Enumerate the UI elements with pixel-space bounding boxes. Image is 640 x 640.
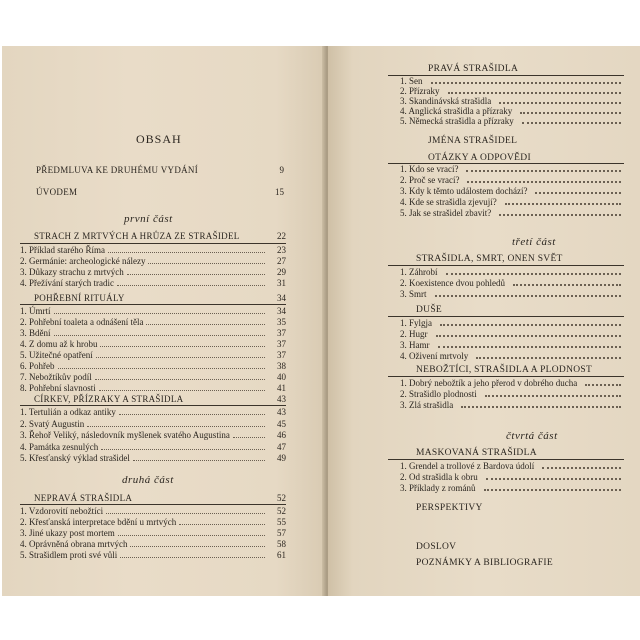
dot-leader (476, 351, 621, 359)
toc-entry-label: 1. Fylgja (400, 318, 433, 328)
divider (388, 316, 624, 317)
part3-sec1-title: STRAŠIDLA, SMRT, ONEN SVĚT (416, 254, 563, 264)
toc-entry-label: 4. Z domu až k hrobu (20, 339, 98, 349)
toc-entry (20, 539, 286, 550)
toc-entry (20, 407, 286, 418)
part4-heading: čtvrtá část (506, 430, 558, 442)
dot-leader (446, 267, 622, 275)
toc-entry-label: 7. Nebožtíkův podíl (20, 372, 92, 382)
divider (388, 376, 624, 377)
toc-entry-label: 3. Zlá strašidla (400, 400, 454, 410)
dot-leader (484, 483, 622, 491)
toc-entry-label: 1. Tertulián a odkaz antiky (20, 407, 116, 417)
toc-entry-page: 47 (277, 441, 286, 452)
dot-leader (440, 318, 621, 326)
prava-title: PRAVÁ STRAŠIDLA (428, 64, 519, 74)
dot-leader (95, 373, 265, 380)
dot-leader (120, 551, 265, 558)
toc-entry-page: 37 (277, 339, 286, 349)
toc-entry-page: 41 (277, 383, 286, 393)
toc-entry (400, 318, 624, 329)
dot-leader (119, 408, 265, 415)
poznamky: POZNÁMKY A BIBLIOGRAFIE (416, 558, 553, 568)
toc-entry-label: 4. Přežívání starých tradic (20, 278, 114, 288)
dot-leader (130, 540, 265, 547)
toc-entry (400, 461, 624, 472)
part3-sec3-title: NEBOŽTÍCI, STRAŠIDLA A PLODNOST (416, 365, 593, 375)
toc-entry-label: 1. Úmrtí (20, 306, 51, 316)
toc-entry-label: 2. Koexistence dvou pohledů (400, 278, 505, 288)
dot-leader (133, 454, 265, 461)
toc-entry-page: 40 (277, 372, 286, 382)
preface-entry: PŘEDMLUVA KE DRUHÉMU VYDÁNÍ 9 (36, 165, 284, 175)
toc-entry-label: 5. Německá strašidla a přízraky (400, 116, 514, 126)
toc-entry (400, 267, 624, 278)
toc-entry-page: 37 (277, 328, 286, 338)
toc-entry-label: 1. Grendel a trollové z Bardova údolí (400, 461, 535, 471)
toc-entry-page: 55 (277, 517, 286, 527)
toc-entry (20, 339, 286, 350)
dot-leader (448, 86, 622, 94)
toc-entry-label: 3. Bdění (20, 328, 51, 338)
dot-leader (499, 96, 621, 104)
toc-entry-label: 2. Svatý Augustin (20, 418, 85, 429)
dot-leader (100, 340, 265, 347)
toc-entry (400, 197, 624, 208)
toc-entry (400, 208, 624, 219)
otazky-title: OTÁZKY A ODPOVĚDI (428, 153, 531, 163)
toc-entry-page: 45 (277, 418, 286, 429)
toc-entry (20, 419, 286, 430)
dot-leader (486, 472, 621, 480)
divider (20, 243, 286, 244)
toc-entry-page: 35 (277, 317, 286, 327)
divider (388, 265, 624, 266)
part2-sec1-title: NEPRAVÁ STRAŠIDLA 52 (34, 493, 286, 503)
toc-entry (400, 400, 624, 411)
dot-leader (505, 197, 621, 205)
part2-heading: druhá část (122, 474, 174, 486)
part3-heading: třetí část (512, 236, 556, 248)
divider (20, 405, 286, 406)
toc-entry (400, 472, 624, 483)
toc-entry (20, 350, 286, 361)
toc-entry-label: 3. Kdy k těmto událostem dochází? (400, 186, 528, 196)
dot-leader (58, 362, 266, 369)
sec3-title: CÍRKEV, PŘÍZRAKY A STRAŠIDLA 43 (34, 394, 286, 404)
toc-entry-label: 4. Oživení mrtvoly (400, 351, 469, 361)
toc-entry-label: 1. Příklad starého Říma (20, 245, 105, 255)
toc-entry (20, 306, 286, 317)
toc-entry-label: 3. Skandinávská strašidla (400, 96, 492, 106)
dot-leader (117, 279, 265, 286)
toc-entry (400, 186, 624, 197)
toc-entry-page: 34 (277, 306, 286, 316)
toc-entry-label: 4. Oprávněná obrana mrtvých (20, 539, 128, 549)
toc-entry-label: 3. Smrt (400, 289, 427, 299)
toc-entry-page: 57 (277, 528, 286, 538)
toc-entry (20, 383, 286, 394)
dot-leader (436, 329, 622, 337)
toc-entry-label: 2. Hugr (400, 329, 428, 339)
toc-entry (400, 116, 624, 127)
toc-entry (20, 430, 286, 441)
toc-entry (400, 164, 624, 175)
toc-entry-label: 3. Příklady z románů (400, 483, 476, 493)
toc-entry (20, 528, 286, 539)
sec1-title: STRACH Z MRTVÝCH A HRŮZA ZE STRAŠIDEL 22 (34, 231, 286, 241)
intro-entry: ÚVODEM 15 (36, 187, 284, 197)
toc-entry (400, 175, 624, 186)
toc-entry-page: 58 (277, 539, 286, 549)
dot-leader (485, 389, 621, 397)
dot-leader (54, 329, 266, 336)
toc-entry-label: 3. Důkazy strachu z mrtvých (20, 267, 124, 277)
left-page (2, 46, 324, 596)
toc-entry (400, 378, 624, 389)
dot-leader (438, 340, 622, 348)
dot-leader (99, 384, 265, 391)
toc-entry-label: 8. Pohřební slavnosti (20, 383, 96, 393)
toc-entry-label: 1. Vzdorovití nebožtíci (20, 506, 104, 516)
dot-leader (461, 400, 621, 408)
toc-entry-label: 1. Kdo se vrací? (400, 164, 459, 174)
toc-entry-page: 31 (277, 278, 286, 288)
dot-leader (127, 268, 265, 275)
toc-entry (400, 278, 624, 289)
divider (20, 504, 286, 505)
toc-entry-label: 4. Kde se strašidla zjevují? (400, 197, 497, 207)
toc-entry-page: 49 (277, 453, 286, 463)
toc-entry-label: 6. Pohřeb (20, 361, 55, 371)
book-spread (2, 46, 640, 596)
doslov: DOSLOV (416, 542, 457, 552)
toc-entry-page: 27 (277, 256, 286, 266)
toc-entry (20, 361, 286, 372)
toc-entry (20, 550, 286, 561)
dot-leader (585, 378, 621, 386)
toc-entry-label: 1. Dobrý nebožtík a jeho přerod v dobrého ducha (400, 378, 578, 388)
toc-entry-page: 29 (277, 267, 286, 277)
toc-entry-page: 46 (277, 430, 286, 440)
right-page (328, 46, 640, 596)
toc-entry-label: 5. Strašidlem proti své vůli (20, 550, 118, 560)
toc-entry (20, 278, 286, 289)
dot-leader (520, 106, 621, 114)
toc-entry (400, 389, 624, 400)
jmena-title: JMÉNA STRAŠIDEL (428, 136, 518, 146)
toc-entry (20, 245, 286, 256)
dot-leader (101, 443, 265, 450)
dot-leader (499, 208, 621, 216)
dot-leader (148, 257, 265, 264)
toc-entry (20, 317, 286, 328)
toc-entry-label: 3. Jiné ukazy post mortem (20, 528, 115, 538)
toc-entry (20, 442, 286, 453)
dot-leader (179, 518, 265, 525)
divider (20, 304, 286, 305)
toc-entry-label: 5. Křesťanský výklad strašidel (20, 453, 130, 463)
toc-entry (20, 372, 286, 383)
toc-entry-page: 43 (277, 407, 286, 417)
dot-leader (542, 461, 621, 469)
dot-leader (467, 175, 621, 183)
dot-leader (466, 164, 621, 172)
dot-leader (118, 529, 265, 536)
toc-entry (20, 506, 286, 517)
part1-heading: první část (124, 213, 173, 225)
toc-entry-page: 37 (277, 350, 286, 360)
dot-leader (513, 278, 621, 286)
toc-entry-label: 1. Záhrobí (400, 267, 438, 277)
toc-entry-label: 4. Památka zesnulých (20, 441, 99, 452)
toc-entry (20, 517, 286, 528)
dot-leader (108, 246, 265, 253)
toc-entry-label: 2. Proč se vrací? (400, 175, 460, 185)
dot-leader (87, 420, 265, 427)
dot-leader (54, 307, 266, 314)
toc-entry-label: 4. Anglická strašidla a přízraky (400, 106, 513, 116)
dot-leader (106, 507, 265, 514)
toc-entry-label: 5. Užitečné opatření (20, 350, 93, 360)
toc-entry (400, 340, 624, 351)
toc-entry (400, 329, 624, 340)
toc-entry-label: 3. Hamr (400, 340, 430, 350)
toc-entry-page: 61 (277, 550, 286, 560)
toc-entry-page: 52 (277, 506, 286, 516)
dot-leader (146, 318, 265, 325)
toc-entry-label: 2. Germánie: archeologické nálezy (20, 256, 146, 266)
toc-entry (400, 483, 624, 494)
toc-entry-label: 2. Od strašidla k obru (400, 472, 478, 482)
toc-entry-label: 2. Strašidlo plodnosti (400, 389, 477, 399)
toc-entry-label: 5. Jak se strašidel zbavit? (400, 208, 492, 218)
toc-entry (20, 256, 286, 267)
divider (388, 459, 624, 460)
toc-entry-label: 2. Pohřební toaleta a odnášení těla (20, 317, 144, 327)
toc-entry-label: 2. Přízraky (400, 86, 440, 96)
dot-leader (233, 431, 265, 438)
toc-entry (20, 328, 286, 339)
toc-entry (20, 267, 286, 278)
toc-entry-page: 38 (277, 361, 286, 371)
toc-entry (400, 351, 624, 362)
sec2-title: POHŘEBNÍ RITUÁLY 34 (34, 293, 286, 303)
dot-leader (522, 116, 621, 124)
toc-entry-label: 3. Řehoř Veliký, následovník myšlenek svatého Augustina (20, 430, 230, 440)
toc-entry (400, 289, 624, 300)
part3-sec2-title: DUŠE (416, 305, 443, 315)
part4-sec1-title: MASKOVANÁ STRAŠIDLA (416, 448, 537, 458)
toc-title: OBSAH (136, 132, 182, 146)
toc-entry-page: 23 (277, 245, 286, 255)
dot-leader (535, 186, 621, 194)
perspektivy: PERSPEKTIVY (416, 503, 483, 513)
toc-entry (20, 453, 286, 464)
toc-entry-label: 2. Křesťanská interpretace bdění u mrtvých (20, 517, 177, 527)
dot-leader (431, 76, 622, 84)
toc-entry-label: 1. Sen (400, 76, 423, 86)
dot-leader (435, 289, 621, 297)
dot-leader (96, 351, 265, 358)
